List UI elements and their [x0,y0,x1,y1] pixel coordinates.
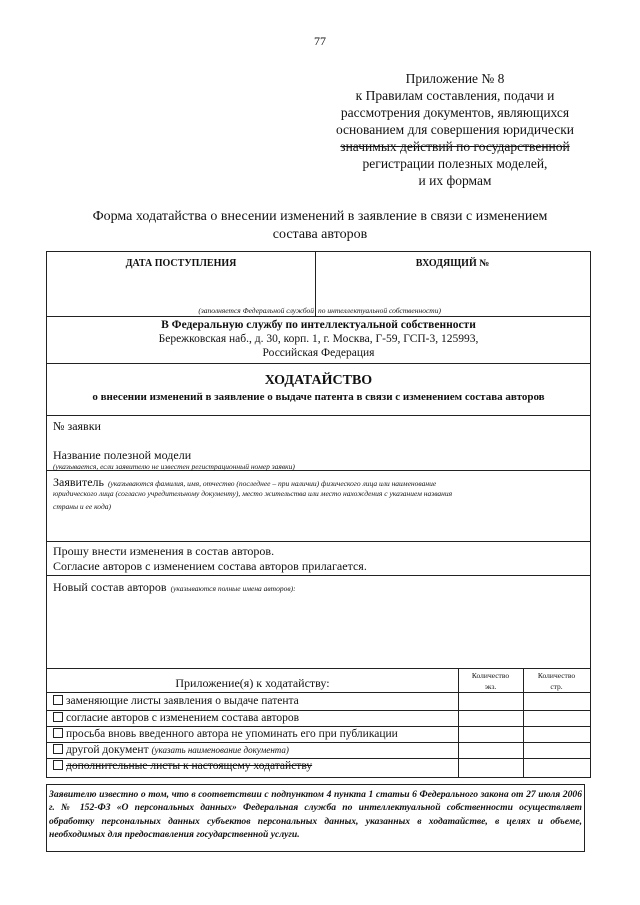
document-title [40,208,600,244]
appendix-line: основанием для совершения юридически [335,122,575,137]
page-number: 77 [314,34,326,48]
applicant-hint: юридического лица (согласно учредительному документу), место жительства или место нахождения с указанием названия [53,489,453,498]
appendix-line: рассмотрения документов, являющихся [340,105,570,120]
attachments-label: Приложение(я) к ходатайству: [175,676,330,690]
checkbox[interactable] [53,728,63,738]
request-line: Прошу внести изменения в состав авторов. [53,544,275,558]
petition-title: ХОДАТАЙСТВО [264,373,373,388]
model-name-label: Название полезной модели [53,448,192,462]
attachment-row [53,695,299,707]
copies-label: Количество [471,671,510,680]
attachment-row [53,728,398,740]
other-document-hint: (указать наименование документа) [151,745,289,755]
attachment-label: дополнительные листы к настоящему ходатайству [66,760,313,772]
appendix-line-struck: значимых действий по государственной [340,139,570,154]
checkbox[interactable] [53,744,63,754]
applicant-hint: (указываются фамилия, имя, отчество (последнее – при наличии) физического лица или наименование [107,479,437,488]
attachment-label: заменяющие листы заявления о выдаче патента [66,695,299,707]
incoming-number-label: ВХОДЯЩИЙ № [415,258,490,269]
checkbox[interactable] [53,712,63,722]
appendix-line: регистрации полезных моделей, [362,156,548,171]
attachment-row [53,744,289,756]
attachment-label: просьба вновь введенного автора не упоминать его при публикации [66,728,398,740]
attachment-row [53,712,299,724]
attachment-label: согласие авторов с изменением состава авторов [66,712,300,724]
filled-by-hint-right: по интеллектуальной собственности) [318,306,441,315]
appendix-line: Приложение № 8 [405,71,505,86]
attachment-label: другой документ [66,744,149,756]
new-authors-block [53,578,296,596]
pages-label: Количество [537,671,576,680]
application-number-label: № заявки [53,419,101,433]
appendix-line: и их формам [418,173,492,188]
checkbox[interactable] [53,760,63,770]
pages-label-unit: стр. [550,682,563,691]
copies-label-unit: экз. [484,682,497,691]
new-authors-label: Новый состав авторов [53,580,167,594]
applicant-hint: страны и ее кода) [53,502,111,511]
title-line: состава авторов [272,227,368,242]
address-line: Бережковская наб., д. 30, корп. 1, г. Москва, Г-59, ГСП-3, 125993, [158,333,479,345]
address-line: Российская Федерация [262,347,375,359]
addressee: В Федеральную службу по интеллектуальной собственности [161,319,476,331]
petition-form [46,251,591,778]
title-line: Форма ходатайства о внесении изменений в заявление в связи с изменением [92,209,548,224]
appendix-header [290,70,620,189]
new-authors-hint: (указываются полные имена авторов): [170,584,296,593]
model-name-hint: (указывается, если заявителю не известен регистрационный номер заявки) [53,462,295,471]
checkbox[interactable] [53,695,63,705]
personal-data-notice: Заявителю известно о том, что в соответствии с подпунктом 4 пункта 1 статьи 6 Федерального закона от 27 июля 2006 г. № 152-ФЗ «О персональных данных» Федеральная служба по интеллектуальной собственности осуществляет обработку персональных данных субъектов персональных данных, указанных в ходатайстве, в целях и объеме, необходимых для предоставления государственной услуги. [46,784,585,852]
appendix-line: к Правилам составления, подачи и [355,88,555,103]
applicant-label: Заявитель [53,475,104,489]
receipt-date-label: ДАТА ПОСТУПЛЕНИЯ [125,258,237,269]
request-line: Согласие авторов с изменением состава авторов прилагается. [53,559,367,573]
attachment-row [53,760,312,772]
petition-subtitle: о внесении изменений в заявление о выдаче патента в связи с изменением состава авторов [92,391,545,403]
filled-by-hint-left: (заполняется Федеральной службой [198,306,314,315]
